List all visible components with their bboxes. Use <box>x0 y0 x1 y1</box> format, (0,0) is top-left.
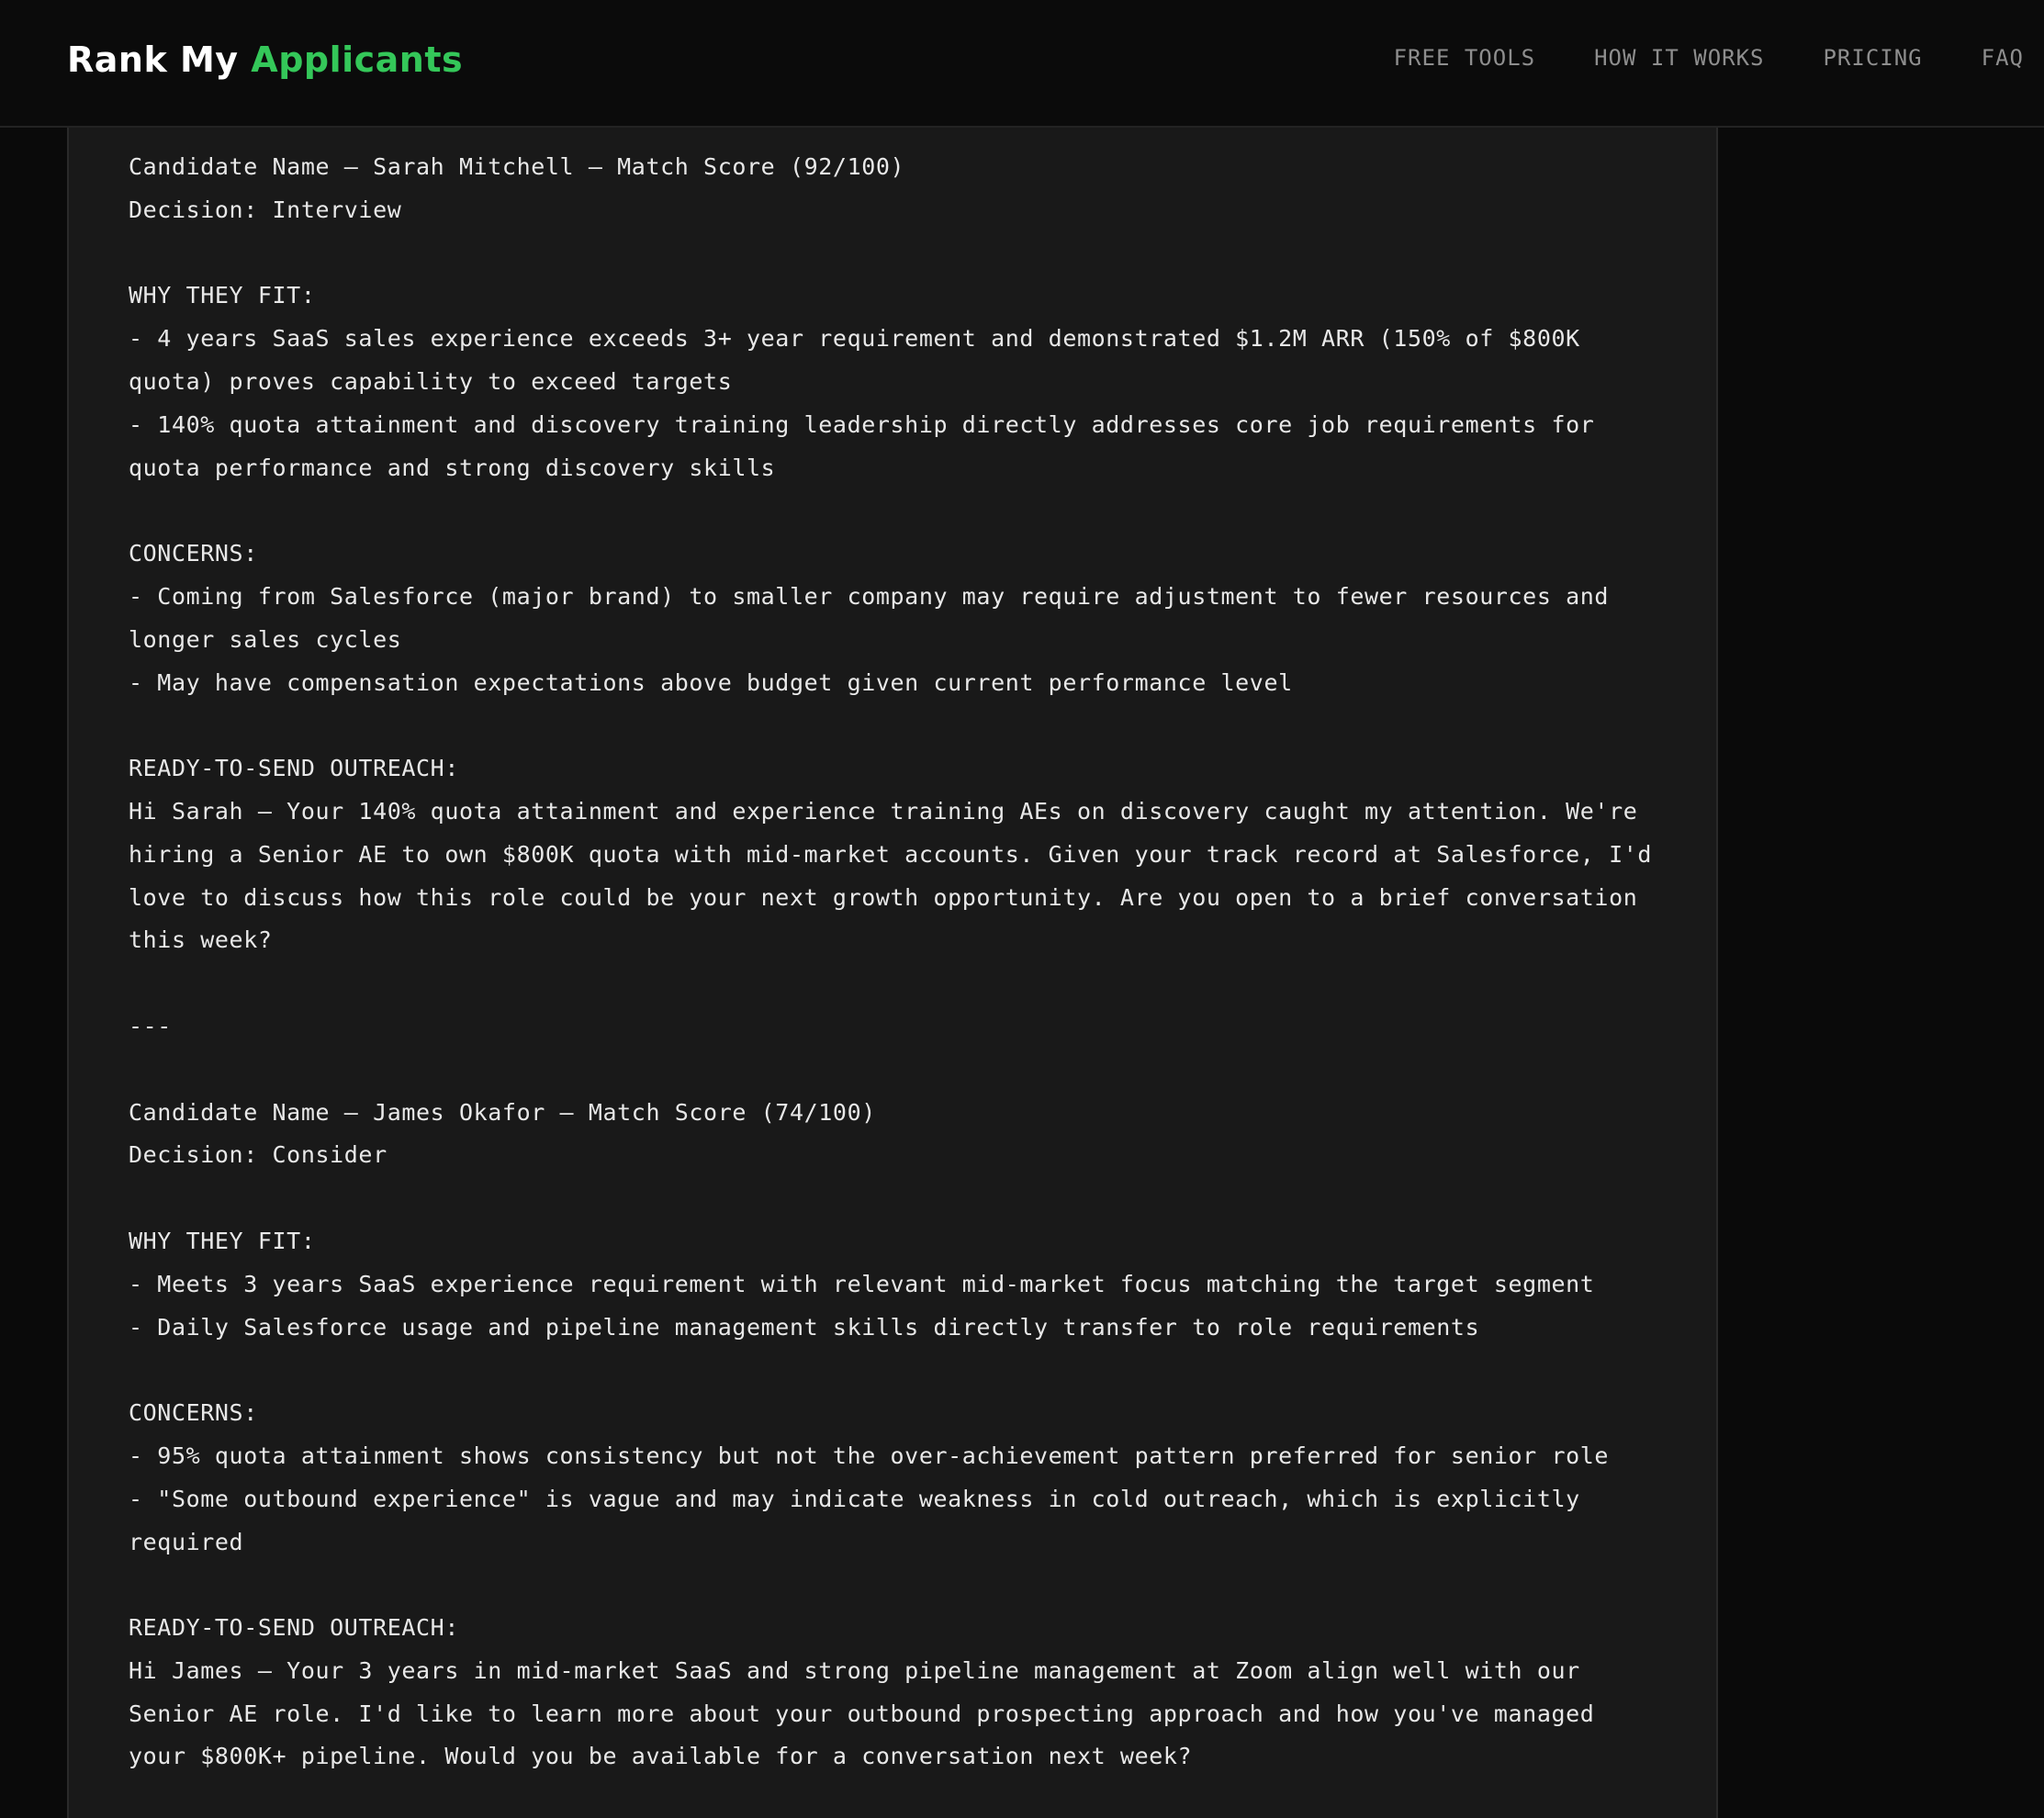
sarah-fit-line: quota performance and strong discovery skills <box>129 454 776 481</box>
sarah-heading: Candidate Name — Sarah Mitchell — Match Score (92/100) <box>129 153 905 180</box>
james-concern-line: required <box>129 1528 244 1555</box>
james-concerns-heading: CONCERNS: <box>129 1399 258 1427</box>
sarah-concerns-heading: CONCERNS: <box>129 540 258 567</box>
sarah-fit-heading: WHY THEY FIT: <box>129 282 316 309</box>
blank-line <box>129 489 1690 533</box>
site-logo[interactable] <box>67 37 463 83</box>
james-fit-line: - Daily Salesforce usage and pipeline management skills directly transfer to role requirements <box>129 1313 1480 1341</box>
sarah-fit-line: - 140% quota attainment and discovery training leadership directly addresses core job requirements for <box>129 410 1595 438</box>
nav-faq[interactable]: FAQ <box>1981 45 2024 71</box>
sarah-concern-line: - May have compensation expectations above budget given current performance level <box>129 668 1293 696</box>
separator: --- <box>129 1012 172 1039</box>
james-fit-heading: WHY THEY FIT: <box>129 1227 316 1254</box>
logo-rank-my: Rank My <box>67 39 239 80</box>
blank-line <box>129 704 1690 747</box>
nav-free-tools[interactable]: FREE TOOLS <box>1393 45 1536 71</box>
sarah-outreach-line: hiring a Senior AE to own $800K quota with mid-market accounts. Given your track record at Salesforce, I'd <box>129 840 1653 868</box>
sarah-fit-line: quota) proves capability to exceed targets <box>129 367 733 395</box>
sarah-outreach-line: Hi Sarah — Your 140% quota attainment and experience training AEs on discovery caught my attention. We're <box>129 797 1638 825</box>
blank-line <box>129 1049 1690 1092</box>
james-concern-line: - "Some outbound experience" is vague and may indicate weakness in cold outreach, which is explicitly <box>129 1485 1580 1512</box>
blank-line <box>129 962 1690 1005</box>
james-outreach-line: Hi James — Your 3 years in mid-market SaaS and strong pipeline management at Zoom align well with our <box>129 1656 1580 1684</box>
blank-line <box>129 1349 1690 1392</box>
james-outreach-line: Senior AE role. I'd like to learn more about your outbound prospecting approach and how you've managed <box>129 1700 1595 1727</box>
ranking-output <box>129 128 1690 1779</box>
sarah-concern-line: longer sales cycles <box>129 625 402 653</box>
sarah-outreach-line: this week? <box>129 926 273 954</box>
blank-line <box>129 1564 1690 1607</box>
sarah-outreach-line: love to discuss how this role could be your next growth opportunity. Are you open to a brief conversation <box>129 883 1638 911</box>
sarah-concern-line: - Coming from Salesforce (major brand) to smaller company may require adjustment to fewer resources and <box>129 582 1610 610</box>
results-panel[interactable] <box>67 128 1718 1818</box>
blank-line <box>129 1177 1690 1220</box>
sarah-outreach-heading: READY-TO-SEND OUTREACH: <box>129 755 459 782</box>
top-navigation-bar <box>0 0 2044 128</box>
james-heading: Candidate Name — James Okafor — Match Score (74/100) <box>129 1098 876 1126</box>
sarah-fit-line: - 4 years SaaS sales experience exceeds 3+ year requirement and demonstrated $1.2M ARR (150% of $800K <box>129 325 1580 353</box>
nav-how-it-works[interactable]: HOW IT WORKS <box>1594 45 1765 71</box>
james-fit-line: - Meets 3 years SaaS experience requirement with relevant mid-market focus matching the target segment <box>129 1270 1595 1297</box>
sarah-decision: Decision: Interview <box>129 196 402 223</box>
logo-applicants: Applicants <box>251 39 464 80</box>
james-outreach-heading: READY-TO-SEND OUTREACH: <box>129 1614 459 1642</box>
blank-line <box>129 232 1690 275</box>
james-decision: Decision: Consider <box>129 1141 387 1169</box>
main-nav <box>1394 42 2024 73</box>
nav-pricing[interactable]: PRICING <box>1823 45 1923 71</box>
james-outreach-line: your $800K+ pipeline. Would you be available for a conversation next week? <box>129 1743 1193 1770</box>
james-concern-line: - 95% quota attainment shows consistency but not the over-achievement pattern preferred for senior role <box>129 1442 1610 1469</box>
